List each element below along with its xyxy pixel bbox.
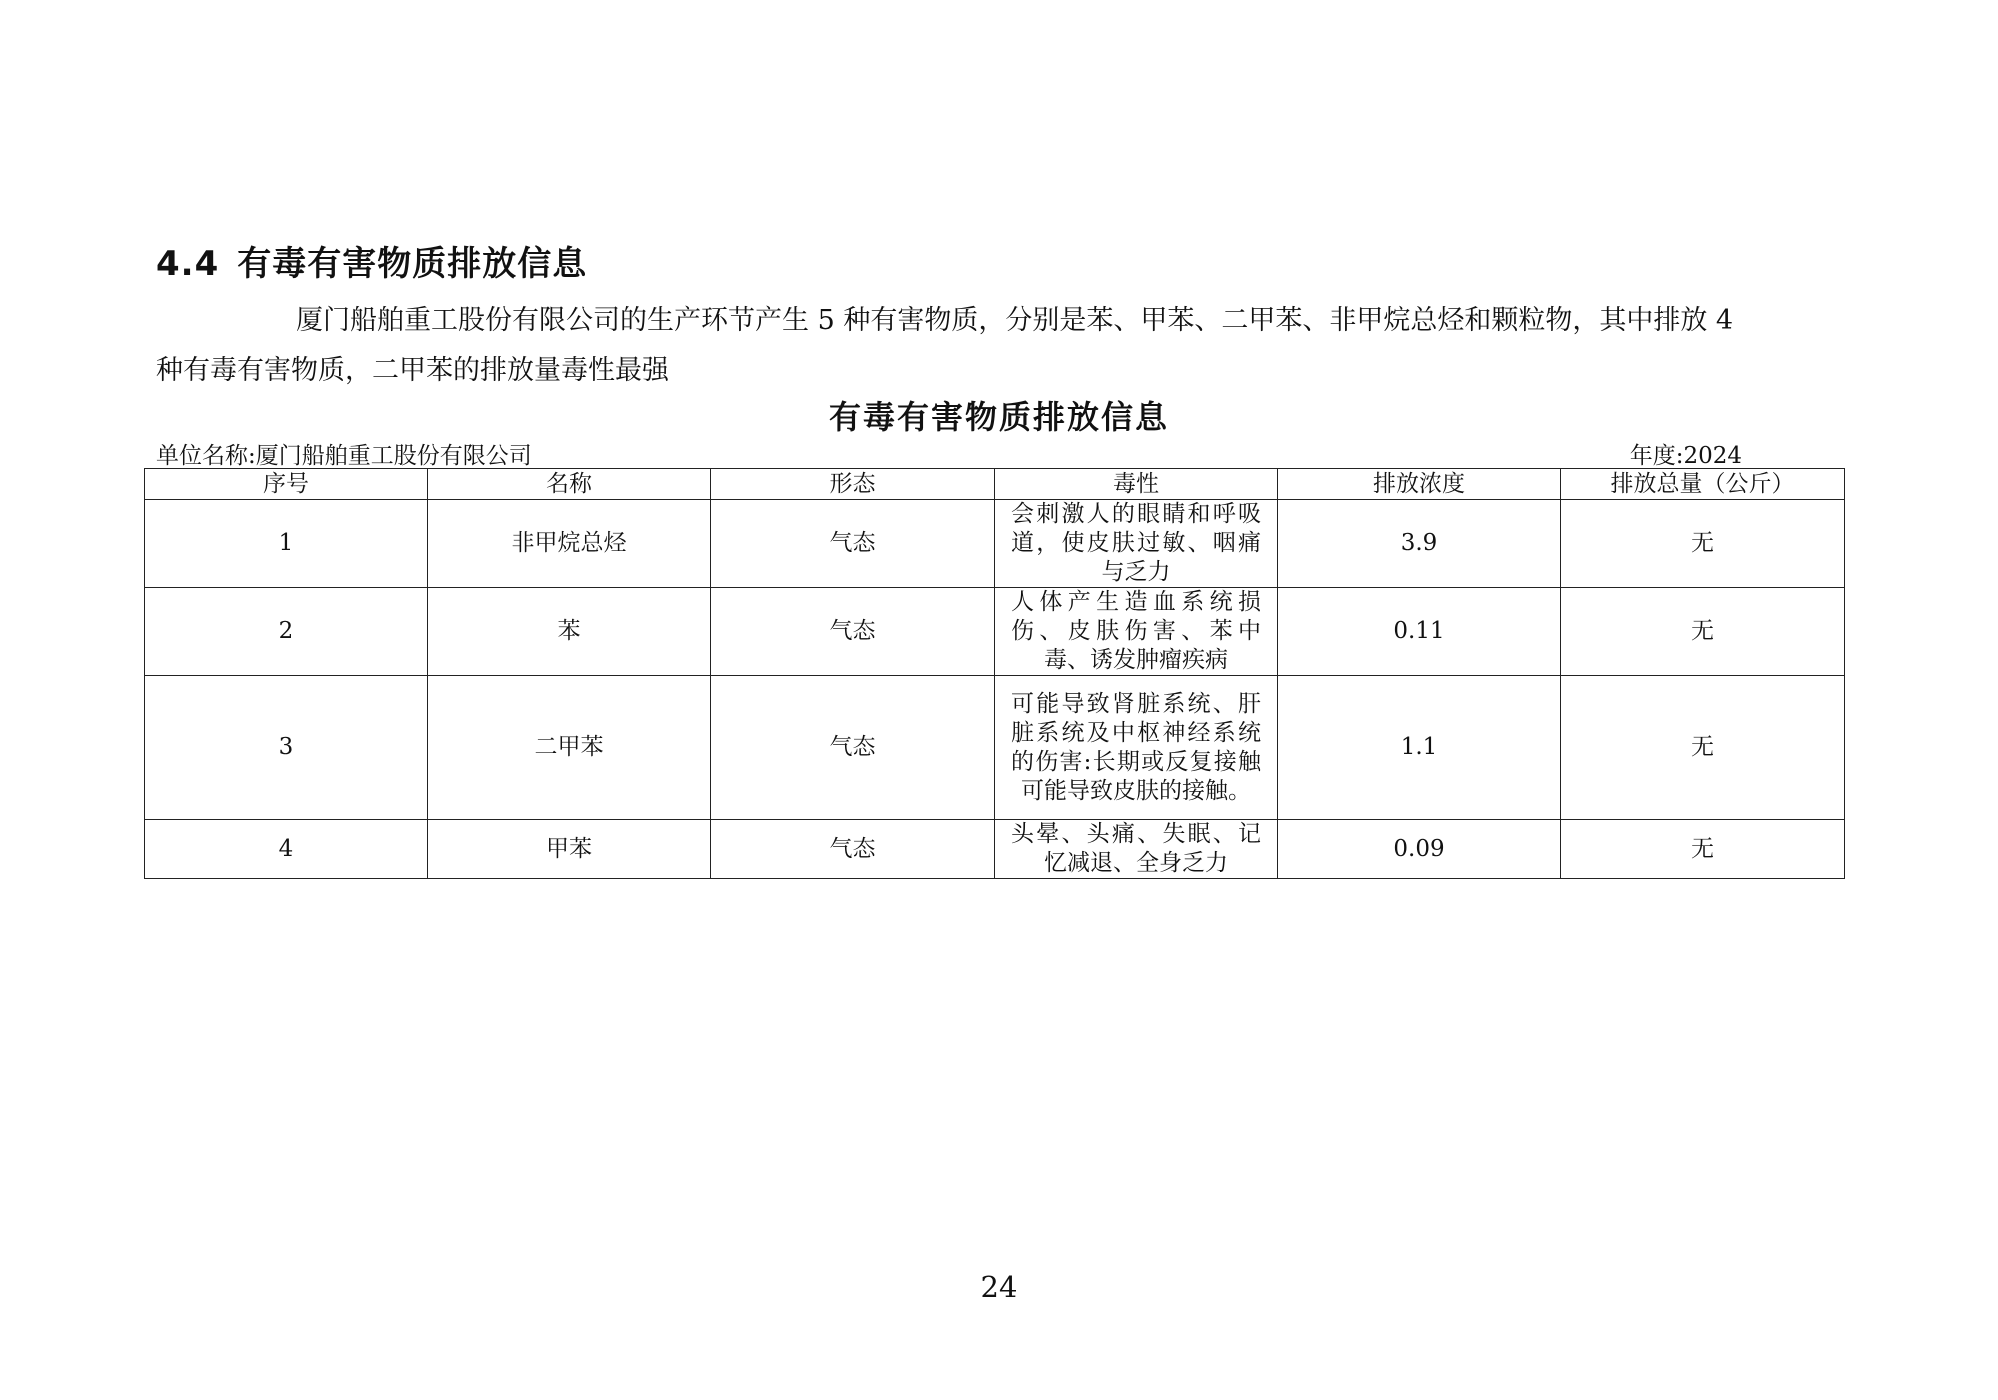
cell-name: 苯	[428, 588, 711, 676]
cell-state: 气态	[711, 820, 995, 879]
section-number: 4.4	[156, 244, 220, 284]
cell-concentration: 0.11	[1278, 588, 1561, 676]
table-header-row	[145, 469, 1845, 500]
header-name: 名称	[428, 469, 711, 500]
cell-toxicity: 人体产生造血系统损伤、皮肤伤害、苯中毒、诱发肿瘤疾病	[995, 588, 1278, 676]
cell-no: 3	[145, 676, 428, 820]
unit-name-label: 单位名称:厦门船舶重工股份有限公司	[156, 443, 532, 469]
cell-name: 甲苯	[428, 820, 711, 879]
emission-table	[144, 468, 1845, 879]
cell-state: 气态	[711, 676, 995, 820]
cell-concentration: 0.09	[1278, 820, 1561, 879]
cell-total: 无	[1561, 588, 1845, 676]
cell-total: 无	[1561, 820, 1845, 879]
cell-concentration: 3.9	[1278, 500, 1561, 588]
header-no: 序号	[145, 469, 428, 500]
table-row	[145, 820, 1845, 879]
cell-toxicity: 会刺激人的眼睛和呼吸道，使皮肤过敏、咽痛与乏力	[995, 500, 1278, 588]
section-title: 有毒有害物质排放信息	[237, 244, 588, 284]
table-row	[145, 676, 1845, 820]
section-heading	[156, 236, 587, 285]
cell-concentration: 1.1	[1278, 676, 1561, 820]
cell-total: 无	[1561, 676, 1845, 820]
cell-state: 气态	[711, 500, 995, 588]
cell-no: 1	[145, 500, 428, 588]
cell-toxicity: 头晕、头痛、失眠、记忆减退、全身乏力	[995, 820, 1278, 879]
header-toxicity: 毒性	[995, 469, 1278, 500]
table-row	[145, 588, 1845, 676]
header-total: 排放总量（公斤）	[1561, 469, 1845, 500]
table-title: 有毒有害物质排放信息	[828, 398, 1169, 436]
table-row	[145, 500, 1845, 588]
intro-line-2: 种有毒有害物质，二甲苯的排放量毒性最强	[156, 355, 669, 386]
cell-no: 2	[145, 588, 428, 676]
cell-total: 无	[1561, 500, 1845, 588]
cell-name: 非甲烷总烃	[428, 500, 711, 588]
cell-no: 4	[145, 820, 428, 879]
year-label: 年度:2024	[1629, 443, 1742, 469]
page-number: 24	[980, 1270, 1018, 1304]
intro-paragraph	[156, 296, 1836, 396]
header-state: 形态	[711, 469, 995, 500]
header-concentration: 排放浓度	[1278, 469, 1561, 500]
cell-toxicity: 可能导致肾脏系统、肝脏系统及中枢神经系统的伤害:长期或反复接触可能导致皮肤的接触。	[995, 676, 1278, 820]
intro-line-1: 厦门船舶重工股份有限公司的生产环节产生 5 种有害物质，分别是苯、甲苯、二甲苯、非甲烷总烃和颗粒物，其中排放 4	[296, 305, 1734, 336]
cell-state: 气态	[711, 588, 995, 676]
cell-name: 二甲苯	[428, 676, 711, 820]
